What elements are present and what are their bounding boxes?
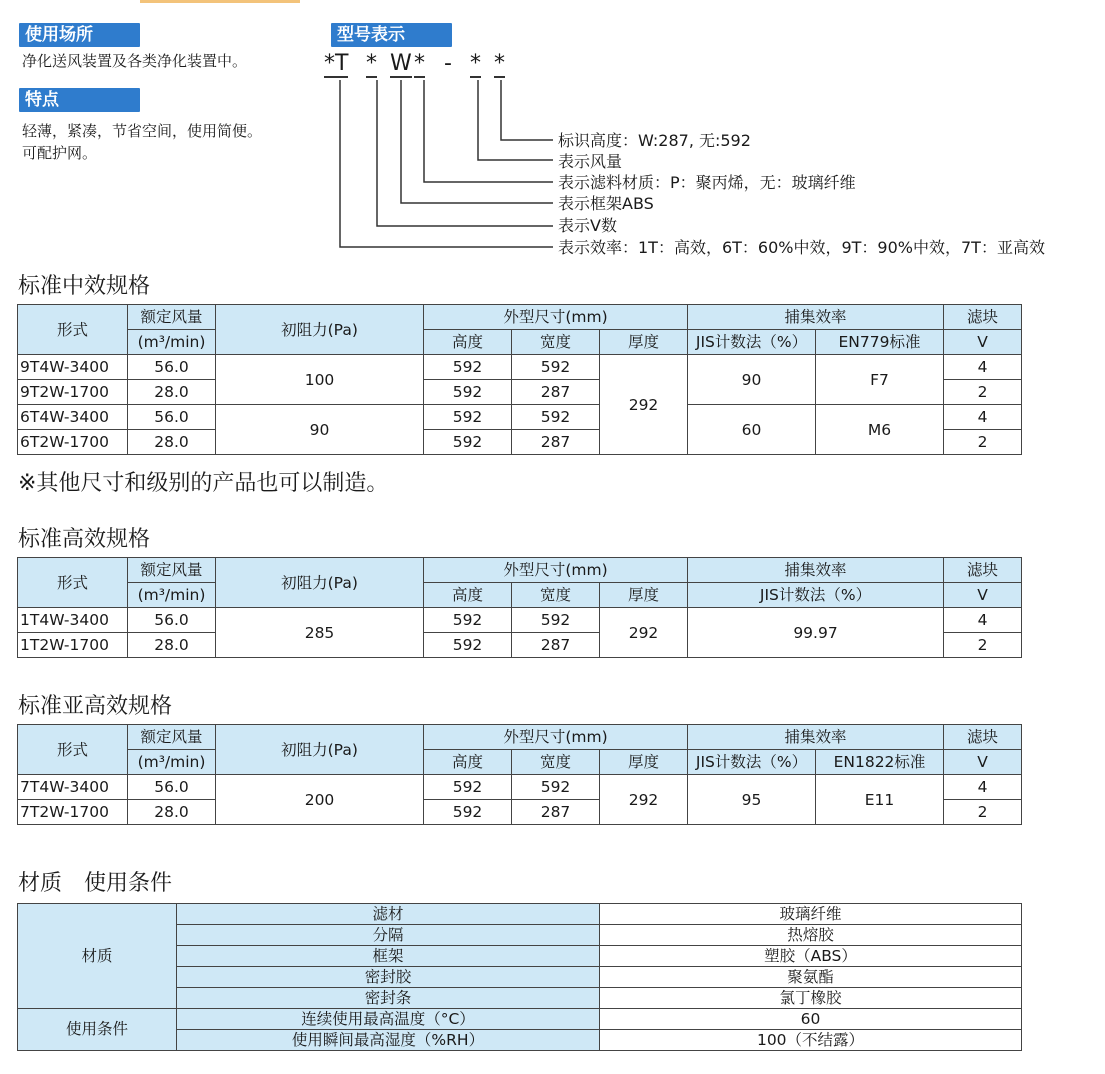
cell-width: 287 bbox=[512, 800, 600, 825]
header-en779: EN779标准 bbox=[816, 330, 944, 355]
cell-height: 592 bbox=[424, 430, 512, 455]
header-v: V bbox=[944, 583, 1022, 608]
header-efficiency: 捕集效率 bbox=[688, 305, 944, 330]
cell-v: 4 bbox=[944, 608, 1022, 633]
code-part-airflow: * bbox=[470, 51, 481, 76]
header-form: 形式 bbox=[18, 558, 128, 608]
table-row bbox=[18, 405, 1022, 430]
note-text: ※其他尺寸和级别的产品也可以制造。 bbox=[18, 471, 389, 496]
cell-std: M6 bbox=[816, 405, 944, 455]
cell-width: 592 bbox=[512, 405, 600, 430]
header-airflow: 额定风量 bbox=[128, 305, 216, 330]
cell-height: 592 bbox=[424, 608, 512, 633]
cell-width: 287 bbox=[512, 380, 600, 405]
medium-section-title: 标准中效规格 bbox=[18, 274, 151, 299]
features-line-1: 轻薄，紧凑，节省空间，使用简便。 bbox=[22, 122, 263, 140]
cell-width: 287 bbox=[512, 633, 600, 658]
header-depth: 厚度 bbox=[600, 750, 688, 775]
cell-airflow: 56.0 bbox=[128, 775, 216, 800]
header-form: 形式 bbox=[18, 725, 128, 775]
header-filter: 滤块 bbox=[944, 558, 1022, 583]
cell-model: 7T2W-1700 bbox=[18, 800, 128, 825]
cell-height: 592 bbox=[424, 380, 512, 405]
header-jis: JIS计数法（%） bbox=[688, 750, 816, 775]
header-en1822: EN1822标准 bbox=[816, 750, 944, 775]
header-v: V bbox=[944, 750, 1022, 775]
material-item: 滤材 bbox=[177, 904, 600, 925]
cell-airflow: 56.0 bbox=[128, 608, 216, 633]
code-part-v: * bbox=[366, 51, 377, 76]
cell-airflow: 28.0 bbox=[128, 430, 216, 455]
code-part-frame: W bbox=[390, 51, 412, 76]
table-row bbox=[18, 904, 1022, 925]
cell-width: 592 bbox=[512, 775, 600, 800]
conditions-group-label: 使用条件 bbox=[18, 1009, 177, 1051]
cell-resistance: 200 bbox=[216, 775, 424, 825]
condition-item: 使用瞬间最高湿度（%RH） bbox=[177, 1030, 600, 1051]
material-value: 聚氨酯 bbox=[600, 967, 1022, 988]
cell-airflow: 56.0 bbox=[128, 405, 216, 430]
cell-height: 592 bbox=[424, 405, 512, 430]
header-filter: 滤块 bbox=[944, 305, 1022, 330]
cell-model: 6T4W-3400 bbox=[18, 405, 128, 430]
cell-height: 592 bbox=[424, 355, 512, 380]
cell-resistance: 100 bbox=[216, 355, 424, 405]
condition-value: 100（不结露） bbox=[600, 1030, 1022, 1051]
header-airflow-unit: (m³/min) bbox=[128, 583, 216, 608]
material-item: 分隔 bbox=[177, 925, 600, 946]
cell-width: 592 bbox=[512, 355, 600, 380]
model-code-leader-lines bbox=[0, 0, 1105, 270]
legend-v: 表示V数 bbox=[558, 216, 617, 235]
cell-width: 287 bbox=[512, 430, 600, 455]
material-item: 密封胶 bbox=[177, 967, 600, 988]
cell-model: 9T2W-1700 bbox=[18, 380, 128, 405]
code-dash: - bbox=[444, 51, 452, 76]
cell-v: 2 bbox=[944, 430, 1022, 455]
cell-v: 2 bbox=[944, 633, 1022, 658]
cell-width: 592 bbox=[512, 608, 600, 633]
material-value: 热熔胶 bbox=[600, 925, 1022, 946]
code-part-height: * bbox=[494, 51, 505, 76]
cell-height: 592 bbox=[424, 633, 512, 658]
cell-airflow: 56.0 bbox=[128, 355, 216, 380]
header-efficiency: 捕集效率 bbox=[688, 725, 944, 750]
cell-std: E11 bbox=[816, 775, 944, 825]
header-jis: JIS计数法（%） bbox=[688, 330, 816, 355]
header-height: 高度 bbox=[424, 750, 512, 775]
cell-v: 2 bbox=[944, 800, 1022, 825]
cell-airflow: 28.0 bbox=[128, 380, 216, 405]
high-section-title: 标准高效规格 bbox=[18, 527, 151, 552]
legend-material: 表示滤料材质：P：聚丙烯，无：玻璃纤维 bbox=[558, 173, 856, 192]
header-width: 宽度 bbox=[512, 583, 600, 608]
header-efficiency: 捕集效率 bbox=[688, 558, 944, 583]
table-row bbox=[18, 355, 1022, 380]
header-airflow-unit: (m³/min) bbox=[128, 750, 216, 775]
header-resistance: 初阻力(Pa) bbox=[216, 305, 424, 355]
cell-v: 4 bbox=[944, 355, 1022, 380]
material-value: 氯丁橡胶 bbox=[600, 988, 1022, 1009]
header-v: V bbox=[944, 330, 1022, 355]
medium-spec-table bbox=[17, 304, 1022, 455]
code-part-material: * bbox=[414, 51, 425, 76]
usage-text: 净化送风装置及各类净化装置中。 bbox=[22, 52, 248, 70]
cell-airflow: 28.0 bbox=[128, 633, 216, 658]
header-width: 宽度 bbox=[512, 750, 600, 775]
material-table bbox=[17, 903, 1022, 1051]
header-resistance: 初阻力(Pa) bbox=[216, 725, 424, 775]
cell-resistance: 285 bbox=[216, 608, 424, 658]
model-title-badge: 型号表示 bbox=[331, 23, 452, 47]
header-airflow-unit: (m³/min) bbox=[128, 330, 216, 355]
header-dims: 外型尺寸(mm) bbox=[424, 305, 688, 330]
table-row bbox=[18, 608, 1022, 633]
cell-height: 592 bbox=[424, 775, 512, 800]
header-dims: 外型尺寸(mm) bbox=[424, 558, 688, 583]
header-jis: JIS计数法（%） bbox=[688, 583, 944, 608]
material-item: 密封条 bbox=[177, 988, 600, 1009]
subhigh-section-title: 标准亚高效规格 bbox=[18, 694, 173, 719]
cell-resistance: 90 bbox=[216, 405, 424, 455]
header-width: 宽度 bbox=[512, 330, 600, 355]
cell-v: 2 bbox=[944, 380, 1022, 405]
header-depth: 厚度 bbox=[600, 330, 688, 355]
cell-depth: 292 bbox=[600, 608, 688, 658]
cell-depth: 292 bbox=[600, 775, 688, 825]
table-row bbox=[18, 775, 1022, 800]
cell-airflow: 28.0 bbox=[128, 800, 216, 825]
header-airflow: 额定风量 bbox=[128, 558, 216, 583]
header-height: 高度 bbox=[424, 583, 512, 608]
features-title-badge: 特点 bbox=[19, 88, 140, 112]
table-row bbox=[18, 1009, 1022, 1030]
legend-efficiency: 表示效率：1T：高效，6T：60%中效，9T：90%中效，7T：亚高效 bbox=[558, 238, 1045, 257]
material-value: 塑胶（ABS） bbox=[600, 946, 1022, 967]
header-dims: 外型尺寸(mm) bbox=[424, 725, 688, 750]
cell-jis: 99.97 bbox=[688, 608, 944, 658]
cell-height: 592 bbox=[424, 800, 512, 825]
cell-jis: 90 bbox=[688, 355, 816, 405]
cell-model: 1T4W-3400 bbox=[18, 608, 128, 633]
material-item: 框架 bbox=[177, 946, 600, 967]
cell-model: 1T2W-1700 bbox=[18, 633, 128, 658]
subhigh-spec-table bbox=[17, 724, 1022, 825]
cell-jis: 95 bbox=[688, 775, 816, 825]
header-filter: 滤块 bbox=[944, 725, 1022, 750]
material-value: 玻璃纤维 bbox=[600, 904, 1022, 925]
header-form: 形式 bbox=[18, 305, 128, 355]
header-airflow: 额定风量 bbox=[128, 725, 216, 750]
code-part-efficiency: *T bbox=[324, 51, 349, 76]
legend-frame: 表示框架ABS bbox=[558, 194, 654, 213]
header-resistance: 初阻力(Pa) bbox=[216, 558, 424, 608]
condition-item: 连续使用最高温度（°C） bbox=[177, 1009, 600, 1030]
material-section-title: 材质 使用条件 bbox=[18, 871, 173, 896]
cell-model: 9T4W-3400 bbox=[18, 355, 128, 380]
cell-jis: 60 bbox=[688, 405, 816, 455]
cell-v: 4 bbox=[944, 775, 1022, 800]
legend-airflow: 表示风量 bbox=[558, 152, 623, 171]
cell-depth: 292 bbox=[600, 355, 688, 455]
legend-height: 标识高度：W:287, 无:592 bbox=[558, 131, 751, 150]
header-height: 高度 bbox=[424, 330, 512, 355]
material-group-label: 材质 bbox=[18, 904, 177, 1009]
cell-model: 7T4W-3400 bbox=[18, 775, 128, 800]
cell-v: 4 bbox=[944, 405, 1022, 430]
high-spec-table bbox=[17, 557, 1022, 658]
features-line-2: 可配护网。 bbox=[22, 144, 98, 162]
cell-std: F7 bbox=[816, 355, 944, 405]
header-depth: 厚度 bbox=[600, 583, 688, 608]
cell-model: 6T2W-1700 bbox=[18, 430, 128, 455]
condition-value: 60 bbox=[600, 1009, 1022, 1030]
usage-title-badge: 使用场所 bbox=[19, 23, 140, 47]
